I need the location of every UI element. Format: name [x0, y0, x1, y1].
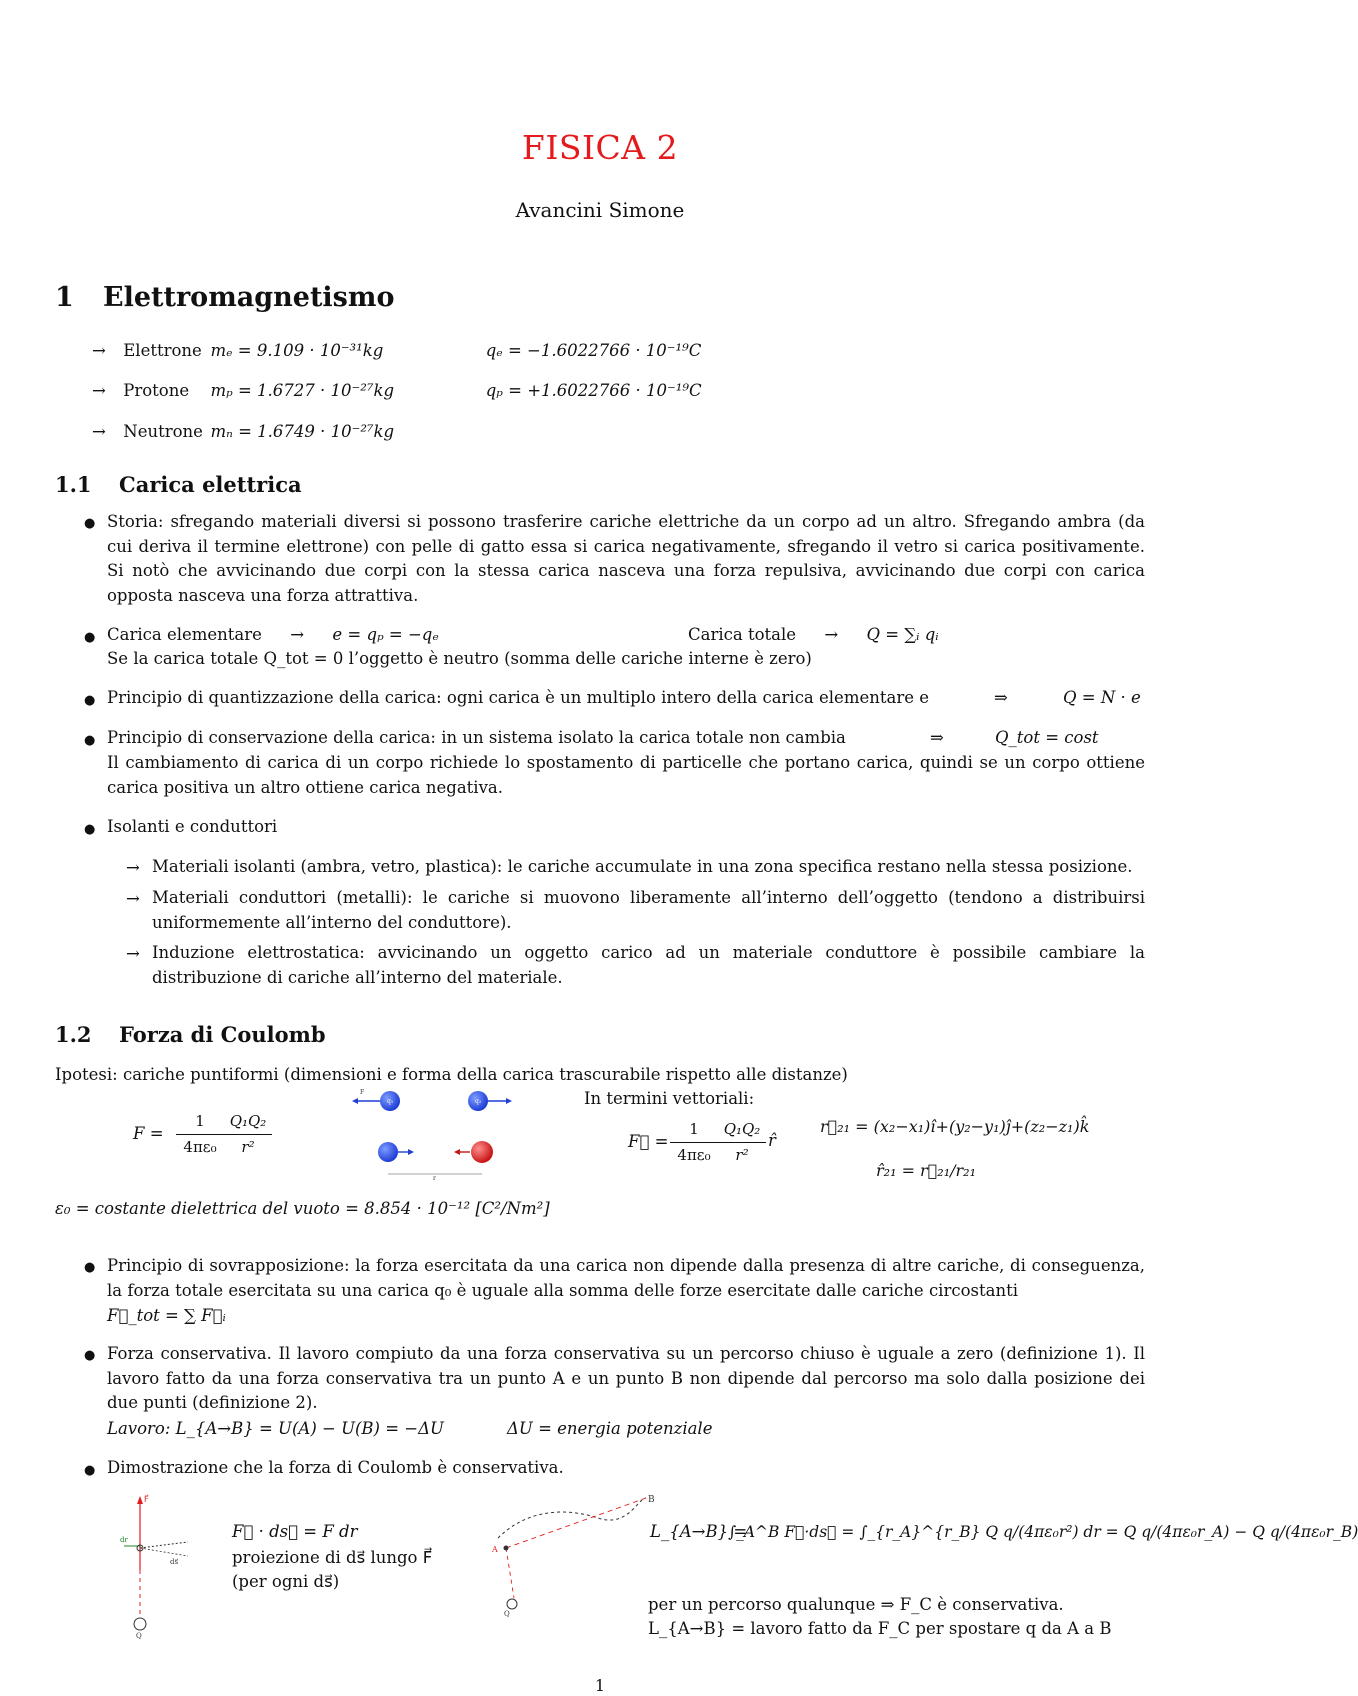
bullet-icon: ●	[84, 516, 96, 531]
isolanti-item: Materiali conduttori (metalli): le cariche si muovono liberamente all’interno dell’oggetto (tendono a distribuirsi uniformemente all’interno del conduttore).	[152, 888, 1145, 932]
radial-line	[506, 1498, 646, 1548]
r21-definition: r⃗₂₁ = (x₂−x₁)î+(y₂−y₁)ĵ+(z₂−z₁)k̂	[820, 1117, 1090, 1136]
fraction-bar	[718, 1142, 766, 1143]
sovrapposizione-paragraph: Principio di sovrapposizione: la forza esercitata da una carica non dipende dalla presenza di altre cariche, di conseguenza, la forza totale esercitata su una carica q₀ è uguale alla somma delle forze esercitate dalle cariche circostanti	[107, 1256, 1145, 1300]
per-ogni-line: (per ogni ds⃗)	[232, 1572, 340, 1591]
arrow-head-icon	[408, 1149, 414, 1155]
force-label: F⃗	[144, 1495, 149, 1504]
path-curve	[498, 1498, 646, 1538]
subsection-title: Carica elettrica	[119, 472, 302, 497]
charge-label: Q	[136, 1632, 142, 1640]
conservazione-eq: Q_tot = cost	[995, 728, 1099, 747]
bullet-icon: ●	[84, 693, 96, 708]
arrow-icon: →	[824, 625, 839, 644]
bullet-icon: ●	[84, 733, 96, 748]
particle-charge: qₚ = +1.6022766 · 10⁻¹⁹C	[485, 381, 702, 400]
vettoriali-label: In termini vettoriali:	[584, 1089, 755, 1108]
carica-elementare-eq: e = qₚ = −qₑ	[332, 625, 439, 644]
epsilon-line: ε₀ = costante dielettrica del vuoto = 8.854 · 10⁻¹² [C²/Nm²]	[55, 1199, 550, 1218]
fraction-bar	[670, 1142, 718, 1143]
bullet-icon: ●	[84, 1463, 96, 1478]
coulomb-q-den: r²	[241, 1138, 255, 1156]
proiezione-line: proiezione di ds⃗ lungo F⃗	[232, 1548, 433, 1567]
lavoro-fatto-line: L_{A→B} = lavoro fatto da F_C per spostare q da A a B	[648, 1619, 1112, 1638]
particle-mass: mₙ = 1.6749 · 10⁻²⁷kg	[210, 422, 395, 441]
dot-product-eq: F⃗ · ds⃗ = F dr	[232, 1522, 358, 1541]
storia-paragraph: Storia: sfregando materiali diversi si possono trasferire cariche elettriche da un corpo ad un altro. Sfregando ambra (da cui deriva il termine elettrone) con pelle di gatto essa si carica negativamente, sfregando il vetro si carica positivamente. Si notò che avvicinando due corpi con la stessa carica nasceva una forza repulsiva, avvicinando due corpi con carica opposta nasceva una forza attrattiva.	[107, 512, 1145, 605]
subsection-heading	[55, 472, 302, 497]
charge-q1-blue	[378, 1142, 398, 1162]
sovrapposizione-eq: F⃗_tot = ∑ F⃗ᵢ	[107, 1306, 226, 1325]
radial-line	[506, 1548, 514, 1598]
vector-q-den: r²	[735, 1146, 749, 1164]
arrow-head-icon	[137, 1496, 143, 1504]
arrow-icon: →	[126, 944, 140, 963]
subsection-heading	[55, 1022, 326, 1047]
coulomb-frac-den: 4πε₀	[183, 1138, 217, 1156]
lab-lhs: L_{A→B} =	[650, 1522, 748, 1541]
document-author: Avancini Simone	[515, 198, 685, 222]
carica-elementare-label: Carica elementare	[107, 625, 262, 644]
lavoro-line: Lavoro: L_{A→B} = U(A) − U(B) = −ΔU	[107, 1419, 444, 1438]
subsection-title: Forza di Coulomb	[119, 1022, 326, 1047]
r21-hat: r̂₂₁ = r⃗₂₁/r₂₁	[876, 1161, 976, 1180]
arrow-head-icon	[454, 1149, 460, 1155]
implies-icon: ⇒	[994, 688, 1008, 707]
source-charge	[134, 1618, 146, 1630]
arrow-head-icon	[352, 1098, 358, 1104]
subsection-number: 1.2	[55, 1022, 92, 1047]
bullet-icon: ●	[84, 822, 96, 837]
charge-label: Q	[504, 1610, 510, 1618]
ipotesi-line: Ipotesi: cariche puntiformi (dimensioni e forma della carica trascurabile rispetto alle distanze)	[55, 1065, 848, 1084]
energia-line: ΔU = energia potenziale	[507, 1419, 713, 1438]
section-title: Elettromagnetismo	[103, 282, 395, 313]
vector-frac-num: 1	[689, 1120, 699, 1138]
quantizzazione-line: Principio di quantizzazione della carica: ogni carica è un multiplo intero della carica elementare e	[107, 688, 929, 707]
coulomb-charges-figure	[352, 1088, 512, 1180]
bullet-icon: ●	[84, 1348, 96, 1363]
coulomb-frac-num: 1	[195, 1112, 205, 1130]
bullet-icon: ●	[84, 630, 96, 645]
fraction-bar	[176, 1134, 224, 1135]
vector-r-hat: r̂	[768, 1131, 776, 1150]
carica-elementare-row	[107, 624, 439, 646]
neutro-line: Se la carica totale Q_tot = 0 l’oggetto è neutro (somma delle cariche interne è zero)	[107, 649, 812, 668]
particle-row	[92, 340, 701, 362]
force-label: F	[360, 1089, 365, 1096]
particle-charge: qₑ = −1.6022766 · 10⁻¹⁹C	[485, 341, 702, 360]
particle-row	[92, 421, 481, 443]
projection-sketch	[118, 1490, 198, 1640]
subsection-number: 1.1	[55, 472, 92, 497]
particle-name: Protone	[123, 381, 190, 400]
document-title: FISICA 2	[521, 128, 679, 167]
particle-name: Neutrone	[123, 422, 203, 441]
distance-label: r	[433, 1175, 436, 1182]
carica-totale-eq: Q = ∑ᵢ qᵢ	[866, 625, 939, 644]
section-number: 1	[55, 282, 74, 313]
arrow-icon: →	[92, 381, 106, 400]
arrow-head-icon	[506, 1098, 512, 1104]
vector-lhs: F⃗ =	[628, 1132, 669, 1151]
lab-integral: ∫_A^B F⃗·ds⃗ = ∫_{r_A}^{r_B} Q q/(4πε₀r²) dr = Q q/(4πε₀r_A) − Q q/(4πε₀r_B)	[728, 1523, 1358, 1541]
conservazione-line: Principio di conservazione della carica: in un sistema isolato la carica totale non cambia	[107, 728, 846, 747]
isolanti-item: Induzione elettrostatica: avvicinando un oggetto carico ad un materiale conduttore è possibile cambiare la distribuzione di cariche all’interno del materiale.	[152, 943, 1145, 987]
charge-q2-red	[471, 1141, 493, 1163]
conservativa-paragraph: Forza conservativa. Il lavoro compiuto da una forza conservativa su un percorso chiuso è uguale a zero (definizione 1). Il lavoro fatto da una forza conservativa tra un punto A e un punto B non dipende dal percorso ma solo dalla posizione dei due punti (definizione 2).	[107, 1344, 1145, 1412]
carica-totale-label: Carica totale	[688, 625, 797, 644]
dr-label: dr	[120, 1536, 128, 1544]
ds-label: ds⃗	[170, 1558, 179, 1566]
arrow-icon: →	[92, 422, 106, 441]
vector-frac-den: 4πε₀	[677, 1146, 711, 1164]
isolanti-title: Isolanti e conduttori	[107, 817, 278, 836]
charge-label: q₂	[475, 1098, 482, 1105]
section-heading	[55, 282, 394, 313]
arrow-icon: →	[126, 858, 140, 877]
dimostrazione-line: Dimostrazione che la forza di Coulomb è conservativa.	[107, 1458, 564, 1477]
conservazione-detail: Il cambiamento di carica di un corpo richiede lo spostamento di particelle che portano carica, quindi se un corpo ottiene carica positiva un altro ottiene carica negativa.	[107, 753, 1145, 797]
particle-name: Elettrone	[123, 341, 202, 360]
fraction-bar	[224, 1134, 272, 1135]
bullet-icon: ●	[84, 1260, 96, 1275]
point-a	[504, 1546, 509, 1551]
coulomb-q-num: Q₁Q₂	[229, 1112, 267, 1130]
page-number: 1	[594, 1676, 606, 1695]
point-b-label: B	[648, 1495, 655, 1505]
carica-totale-row	[688, 624, 939, 646]
arrow-icon: →	[290, 625, 305, 644]
implies-icon: ⇒	[930, 728, 944, 747]
ds-vector	[140, 1548, 188, 1556]
percorso-line: per un percorso qualunque ⇒ F_C è conservativa.	[648, 1595, 1064, 1614]
particle-mass: mₚ = 1.6727 · 10⁻²⁷kg	[210, 381, 395, 400]
path-sketch	[488, 1488, 658, 1618]
particle-row	[92, 380, 702, 402]
quantizzazione-eq: Q = N · e	[1063, 688, 1141, 707]
charge-label: q₁	[387, 1098, 394, 1105]
ds-vector	[140, 1542, 188, 1548]
arrow-icon: →	[92, 341, 106, 360]
coulomb-lhs: F =	[133, 1124, 164, 1143]
isolanti-item: Materiali isolanti (ambra, vetro, plastica): le cariche accumulate in una zona specifica restano nella stessa posizione.	[152, 857, 1133, 876]
vector-q-num: Q₁Q₂	[723, 1120, 761, 1138]
arrow-icon: →	[126, 889, 140, 908]
point-a-label: A	[492, 1545, 498, 1554]
particle-mass: mₑ = 9.109 · 10⁻³¹kg	[210, 341, 384, 360]
source-charge	[507, 1599, 517, 1609]
